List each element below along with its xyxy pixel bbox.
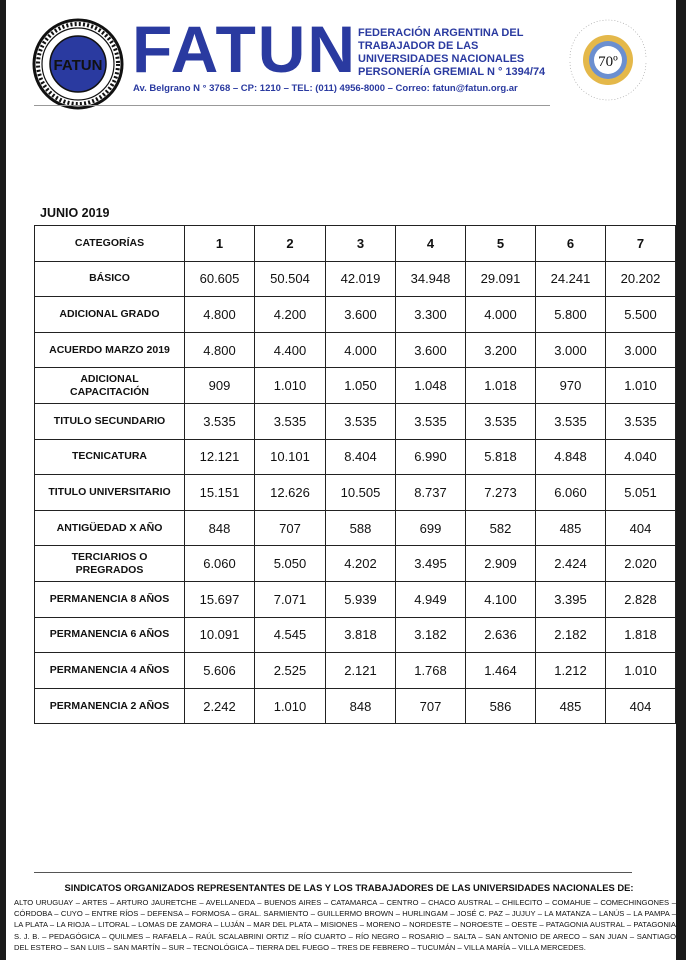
table-cell: 1.768 [396,653,466,689]
table-cell: 6.060 [185,546,255,582]
table-cell: 404 [606,688,676,724]
table-cell: 1.050 [326,368,396,404]
table-cell: 3.495 [396,546,466,582]
table-row [35,475,676,511]
table-cell: 909 [185,368,255,404]
table-cell: 1.010 [255,688,326,724]
table-cell: 15.151 [185,475,255,511]
table-row [35,297,676,333]
salary-table [34,225,676,724]
table-cell: 5.818 [466,439,536,475]
column-header: 4 [396,226,466,262]
row-category-label: ACUERDO MARZO 2019 [35,332,185,368]
anniversary-badge-logo [556,6,660,110]
table-cell: 5.939 [326,581,396,617]
header-divider [34,105,550,106]
row-category-label: ADICIONAL CAPACITACIÓN [35,368,185,404]
table-row [35,510,676,546]
table-cell: 4.000 [466,297,536,333]
federation-line: FEDERACIÓN ARGENTINA DEL [358,27,524,39]
table-cell: 3.000 [536,332,606,368]
table-cell: 4.100 [466,581,536,617]
table-cell: 10.101 [255,439,326,475]
brand-title: FATUN [132,12,358,86]
table-cell: 3.818 [326,617,396,653]
table-body [35,261,676,724]
table-cell: 4.800 [185,332,255,368]
table-cell: 60.605 [185,261,255,297]
table-cell: 12.626 [255,475,326,511]
footer-divider [34,872,632,873]
table-cell: 5.050 [255,546,326,582]
unions-title: SINDICATOS ORGANIZADOS REPRESENTANTES DE LAS Y LOS TRABAJADORES DE LAS UNIVERSIDADES NACIONALES DE: [64,882,634,893]
table-row [35,403,676,439]
table-cell: 4.400 [255,332,326,368]
table-cell: 7.071 [255,581,326,617]
table-cell: 3.600 [396,332,466,368]
table-cell: 6.990 [396,439,466,475]
table-cell: 29.091 [466,261,536,297]
table-cell: 485 [536,510,606,546]
table-cell: 404 [606,510,676,546]
column-header: 1 [185,226,255,262]
table-cell: 2.424 [536,546,606,582]
scan-edge-right [676,0,686,960]
column-header: 7 [606,226,676,262]
table-cell: 10.505 [326,475,396,511]
table-cell: 42.019 [326,261,396,297]
table-cell: 588 [326,510,396,546]
table-cell: 5.606 [185,653,255,689]
table-cell: 4.040 [606,439,676,475]
table-cell: 3.535 [185,403,255,439]
table-row [35,332,676,368]
table-cell: 586 [466,688,536,724]
federation-line: UNIVERSIDADES NACIONALES [358,53,525,65]
table-cell: 1.010 [255,368,326,404]
table-cell: 8.404 [326,439,396,475]
table-cell: 1.464 [466,653,536,689]
table-cell: 2.242 [185,688,255,724]
table-cell: 4.800 [185,297,255,333]
table-cell: 7.273 [466,475,536,511]
table-cell: 2.182 [536,617,606,653]
row-category-label: ADICIONAL GRADO [35,297,185,333]
column-header: 3 [326,226,396,262]
table-cell: 582 [466,510,536,546]
table-cell: 699 [396,510,466,546]
table-cell: 3.000 [606,332,676,368]
federation-name [358,27,558,79]
svg-text:70º: 70º [598,54,618,70]
row-category-label: PERMANENCIA 6 AÑOS [35,617,185,653]
table-cell: 970 [536,368,606,404]
row-category-label: PERMANENCIA 8 AÑOS [35,581,185,617]
table-cell: 4.200 [255,297,326,333]
table-cell: 2.636 [466,617,536,653]
table-cell: 3.395 [536,581,606,617]
table-cell: 4.202 [326,546,396,582]
table-cell: 1.048 [396,368,466,404]
table-cell: 3.535 [536,403,606,439]
svg-text:FATUN: FATUN [53,57,103,74]
table-cell: 2.020 [606,546,676,582]
table-cell: 1.010 [606,653,676,689]
table-cell: 485 [536,688,606,724]
table-cell: 6.060 [536,475,606,511]
table-cell: 3.535 [255,403,326,439]
table-row [35,581,676,617]
table-cell: 2.828 [606,581,676,617]
table-row [35,653,676,689]
table-cell: 3.535 [396,403,466,439]
table-cell: 3.535 [326,403,396,439]
table-row [35,688,676,724]
column-header: 6 [536,226,606,262]
table-cell: 848 [185,510,255,546]
table-cell: 8.737 [396,475,466,511]
table-cell: 4.545 [255,617,326,653]
table-cell: 2.909 [466,546,536,582]
table-row [35,368,676,404]
table-cell: 3.535 [466,403,536,439]
table-cell: 848 [326,688,396,724]
table-cell: 50.504 [255,261,326,297]
federation-line: TRABAJADOR DE LAS [358,40,479,52]
table-cell: 1.018 [466,368,536,404]
table-cell: 1.818 [606,617,676,653]
table-cell: 3.535 [606,403,676,439]
table-cell: 4.848 [536,439,606,475]
table-header-row [35,226,676,262]
row-category-label: PERMANENCIA 2 AÑOS [35,688,185,724]
table-cell: 3.600 [326,297,396,333]
table-cell: 5.500 [606,297,676,333]
table-cell: 2.525 [255,653,326,689]
table-cell: 5.800 [536,297,606,333]
table-row [35,439,676,475]
row-category-label: BÁSICO [35,261,185,297]
table-cell: 4.000 [326,332,396,368]
contact-address: Av. Belgrano N ° 3768 – CP: 1210 – TEL: (011) 4956-8000 – Correo: fatun@fatun.org.ar [133,83,518,94]
row-category-label: TITULO UNIVERSITARIO [35,475,185,511]
unions-list: ALTO URUGUAY – ARTES – ARTURO JAURETCHE – AVELLANEDA – BUENOS AIRES – CATAMARCA – CENTRO – CHACO AUSTRAL – CHILECITO – COMAHUE – COMECHINGONES – CÓRDOBA – CUYO – ENTRE RÍOS – DEFENSA – FORMOSA – GRAL. SARMIENTO – GUILLERMO BROWN – HURLINGAM – JOSÉ C. PAZ – JUJUY – LA MATANZA – LANÚS – LA PAMPA – LA PLATA – LA RIOJA – LITORAL – LOMAS DE ZAMORA – LUJÁN – MAR DEL PLATA – MISIONES – MORENO – NORDESTE – NOROESTE – OESTE – PATAGONIA AUSTRAL – PATAGONIA S. J. B. – PEDAGÓGICA – QUILMES – RAFAELA – RAÚL SCALABRINI ORTIZ – RÍO CUARTO – RÍO NEGRO – ROSARIO – SALTA – SAN ANTONIO DE ARECO – SAN JUAN – SANTIAGO DEL ESTERO – SAN LUIS – SAN MARTÍN – SUR – TECNOLÓGICA – TIERRA DEL FUEGO – TRES DE FEBRERO – TUCUMÁN – VILLA MARÍA – VILLA MERCEDES. [14,898,676,952]
column-header: CATEGORÍAS [35,226,185,262]
table-cell: 15.697 [185,581,255,617]
table-row [35,546,676,582]
table-cell: 4.949 [396,581,466,617]
table-cell: 2.121 [326,653,396,689]
table-cell: 20.202 [606,261,676,297]
row-category-label: ANTIGÜEDAD X AÑO [35,510,185,546]
row-category-label: TECNICATURA [35,439,185,475]
period-title: JUNIO 2019 [40,206,110,220]
column-header: 5 [466,226,536,262]
table-cell: 1.212 [536,653,606,689]
table-cell: 3.300 [396,297,466,333]
table-cell: 34.948 [396,261,466,297]
fatun-seal-logo [32,18,124,110]
table-cell: 12.121 [185,439,255,475]
column-header: 2 [255,226,326,262]
table-cell: 10.091 [185,617,255,653]
table-cell: 707 [396,688,466,724]
row-category-label: TITULO SECUNDARIO [35,403,185,439]
scan-edge-left [0,0,6,960]
table-cell: 1.010 [606,368,676,404]
table-cell: 3.200 [466,332,536,368]
table-row [35,617,676,653]
table-cell: 3.182 [396,617,466,653]
table-cell: 5.051 [606,475,676,511]
federation-line: PERSONERÍA GREMIAL N ° 1394/74 [358,66,546,78]
row-category-label: PERMANENCIA 4 AÑOS [35,653,185,689]
table-row [35,261,676,297]
table-cell: 24.241 [536,261,606,297]
row-category-label: TERCIARIOS O PREGRADOS [35,546,185,582]
table-cell: 707 [255,510,326,546]
